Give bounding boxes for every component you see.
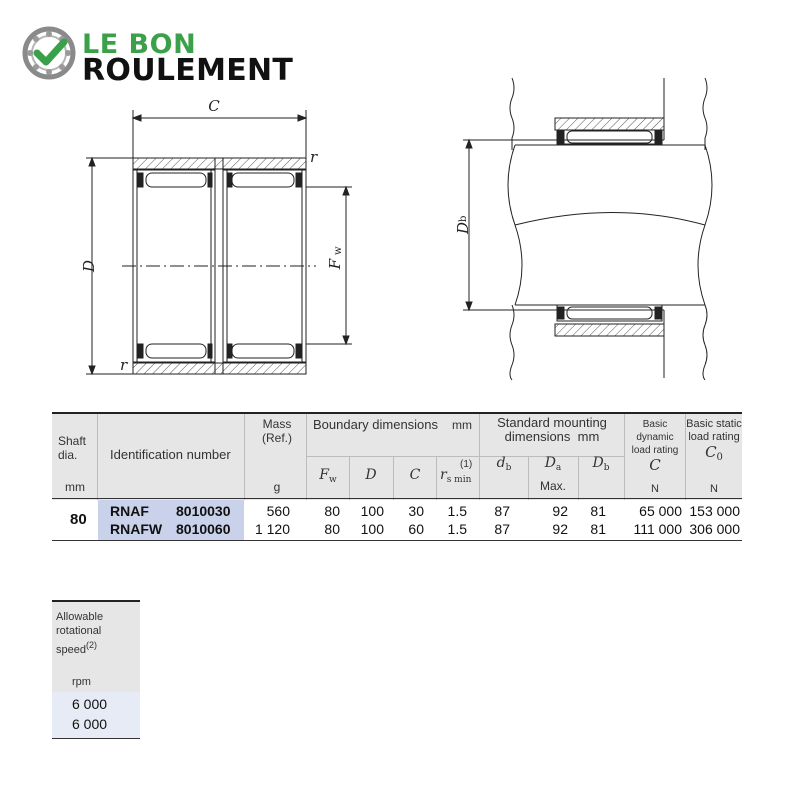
dim-label-fw: F — [326, 258, 344, 270]
mass-value: 560 — [266, 503, 290, 519]
header-mounting: Standard mounting dimensions mm — [497, 415, 607, 444]
db-value: 87 — [494, 521, 510, 537]
header-mass: Mass (Ref.) — [262, 417, 292, 445]
header-shaft-unit: mm — [65, 480, 85, 494]
dynamic-load-value: 65 000 — [639, 503, 682, 519]
header-da: $D_a$ Max. — [539, 455, 566, 493]
fw-value: 80 — [324, 503, 340, 519]
header-static-load: Basic static load rating C0 — [686, 418, 742, 463]
part-number: 8010060 — [176, 521, 231, 537]
header-mass-unit: g — [273, 480, 281, 494]
header-static-unit: N — [710, 483, 718, 495]
radius-label-top: r — [310, 148, 318, 166]
shaft-diameter-value: 80 — [70, 511, 87, 528]
header-db-max: $D_b$ — [592, 455, 610, 473]
speed-label: Allowable rotational speed$^{(2)}$ — [56, 611, 104, 656]
header-identification: Identification number — [110, 447, 231, 462]
header-boundary: Boundary dimensions — [313, 417, 439, 432]
rs-value: 1.5 — [447, 521, 467, 537]
static-load-value: 153 000 — [689, 503, 740, 519]
dim-label-fw-sub: w — [333, 246, 344, 255]
right-mounting-view — [463, 78, 712, 380]
header-shaft: Shaft dia. — [58, 434, 87, 462]
da-value: 92 — [552, 503, 568, 519]
header-fw: $F_w$ — [319, 467, 337, 485]
c-value: 60 — [408, 521, 424, 537]
db-max-value: 81 — [590, 521, 606, 537]
logo-text-top: LE BON — [82, 29, 197, 60]
dim-label-d: D — [80, 259, 98, 273]
c-value: 30 — [408, 503, 424, 519]
header-rs-note: (1) — [460, 459, 473, 470]
series-name: RNAFW — [110, 521, 163, 537]
speed-value: 6 000 — [72, 716, 108, 732]
dim-label-db-sub: b — [458, 215, 469, 222]
header-dynamic-unit: N — [651, 483, 659, 495]
logo-text-bottom: ROULEMENT — [82, 53, 294, 88]
speed-value: 6 000 — [72, 696, 108, 712]
header-rs: $r_{s min}$ — [440, 467, 472, 485]
dynamic-load-value: 111 000 — [633, 521, 682, 537]
header-dynamic-load: Basic dynamic load rating C — [631, 419, 679, 474]
header-d: D — [365, 467, 377, 483]
dim-label-db: D — [454, 221, 472, 235]
fw-value: 80 — [324, 521, 340, 537]
static-load-value: 306 000 — [689, 521, 740, 537]
header-boundary-unit: mm — [452, 418, 472, 432]
header-c: C — [409, 467, 421, 483]
da-value: 92 — [552, 521, 568, 537]
d-value: 100 — [360, 503, 384, 519]
dim-label-c: C — [208, 97, 220, 115]
rs-value: 1.5 — [447, 503, 467, 519]
db-value: 87 — [494, 503, 510, 519]
header-db: $d_b$ — [496, 455, 512, 473]
series-name: RNAF — [110, 503, 149, 519]
mass-value: 1 120 — [254, 521, 290, 537]
radius-label-bottom: r — [120, 356, 128, 374]
part-number: 8010030 — [176, 503, 231, 519]
db-max-value: 81 — [590, 503, 606, 519]
d-value: 100 — [360, 521, 384, 537]
speed-unit: rpm — [72, 676, 91, 688]
